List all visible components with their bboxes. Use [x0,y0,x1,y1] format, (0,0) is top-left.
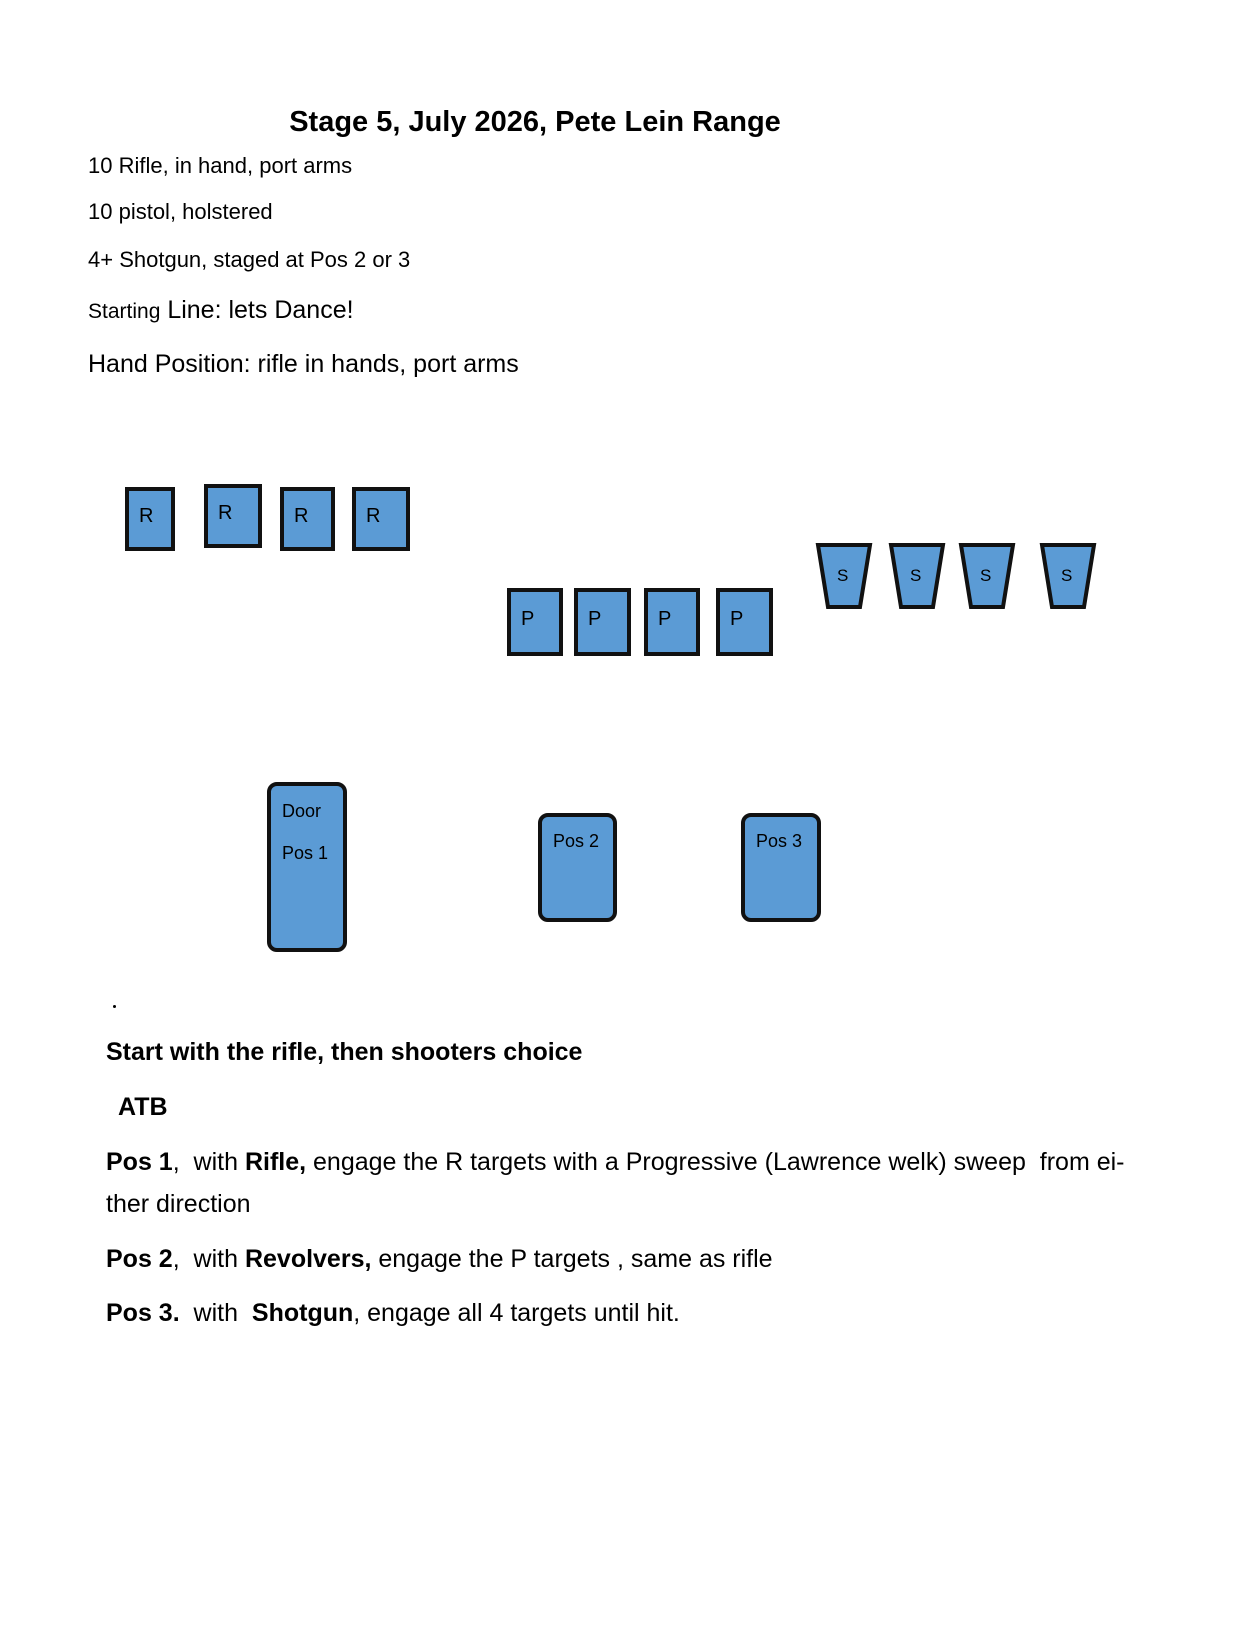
stray-dot [113,1005,116,1008]
pos3-instruction-label: Pos 3. [106,1299,180,1327]
rifle-target-label: R [294,505,309,527]
rifle-target [125,487,175,551]
rifle-target [280,487,335,551]
pistol-target [644,588,700,656]
pos3-gun: Shotgun [251,1299,354,1327]
pistol-requirement: 10 pistol, holstered [88,199,273,224]
position-2 [538,813,617,922]
pos3-sep: with [179,1299,252,1327]
position-1-door [267,782,347,952]
rifle-target [204,484,262,548]
starting-text: Line: lets Dance! [160,296,354,324]
atb-label: ATB [118,1093,168,1121]
pistol-target [716,588,773,656]
pistol-target [574,588,631,656]
shotgun-target-label: S [980,566,992,585]
shotgun-target [1039,542,1097,610]
rifle-target-label: R [218,502,233,524]
pistol-target-label: P [730,608,744,630]
hand-position: Hand Position: rifle in hands, port arms [88,350,519,378]
page-title: Stage 5, July 2026, Pete Lein Range [289,106,781,138]
shotgun-target [888,542,946,610]
pos2-instruction-label: Pos 2 [106,1245,173,1273]
rifle-target [352,487,410,551]
rifle-requirement: 10 Rifle, in hand, port arms [88,153,353,178]
shotgun-target-label: S [837,566,849,585]
pistol-target-label: P [521,608,535,630]
pos1-label: Pos 1 [282,843,329,863]
pos2-instruction [106,1238,1191,1280]
shotgun-target [815,542,873,610]
pos3-label: Pos 3 [756,831,803,851]
pos3-text: , engage all 4 targets until hit. [353,1299,680,1327]
pos1-text-line2: ther direction [106,1190,251,1218]
shotgun-target [958,542,1016,610]
pos1-sep: , with [172,1148,245,1176]
starting-line [88,296,354,325]
rifle-target-label: R [366,505,381,527]
rifle-target-label: R [139,505,154,527]
pos3-instruction [106,1292,1191,1334]
shotgun-target-label: S [1061,566,1073,585]
intro-instruction: Start with the rifle, then shooters choice [106,1038,583,1066]
pos2-label: Pos 2 [553,831,600,851]
pos1-instruction-label: Pos 1 [106,1148,173,1176]
shotgun-requirement: 4+ Shotgun, staged at Pos 2 or 3 [88,247,411,272]
pos1-instruction [106,1141,1191,1225]
pos1-text-line1: engage the R targets with a Progressive (Lawrence welk) sweep from ei- [306,1148,1125,1176]
pistol-target-label: P [658,608,672,630]
pos1-gun: Rifle, [244,1148,307,1176]
door-label: Door [282,801,322,821]
pistol-target [507,588,563,656]
pos2-text: engage the P targets , same as rifle [371,1245,773,1273]
pos2-sep: , with [172,1245,245,1273]
pos2-gun: Revolvers, [244,1245,372,1273]
position-3 [741,813,821,922]
starting-label: Starting [88,300,161,323]
pistol-target-label: P [588,608,602,630]
shotgun-target-label: S [910,566,922,585]
